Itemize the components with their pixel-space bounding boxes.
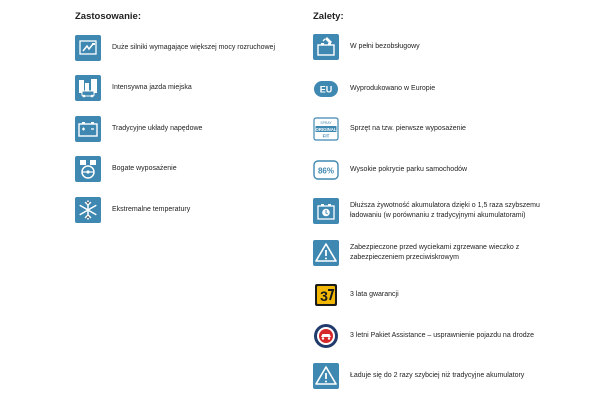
list-item xyxy=(313,323,553,349)
advantages-title: Zalety: xyxy=(313,11,344,22)
list-item-label: Tradycyjne układy napędowe xyxy=(112,125,203,132)
eu-badge-text: EU xyxy=(319,84,333,95)
list-item-label: 3 letni Pakiet Assistance – usprawnienie pojazdu na drodze xyxy=(350,332,535,339)
list-item-label: Ładuje się do 2 razy szybciej niż tradycyjne akumulatory xyxy=(350,372,525,379)
list-item xyxy=(75,156,295,182)
market-share-badge-icon xyxy=(313,157,339,183)
list-item xyxy=(313,34,538,60)
warning-triangle-icon xyxy=(313,240,339,266)
list-item xyxy=(313,157,538,183)
badge-line-1: SPRAY xyxy=(320,121,332,125)
list-item-label: 3 lata gwarancji xyxy=(350,291,399,298)
charging-speed-icon xyxy=(313,198,339,224)
list-item xyxy=(313,240,553,266)
car-equipment-icon xyxy=(75,156,101,182)
warranty-badge-icon xyxy=(313,282,339,308)
list-item-label: Zabezpieczone przed wyciekami zgrzewane wieczko z zabezpieczeniem przeciwiskrowym xyxy=(350,244,520,261)
badge-line-3: FIT xyxy=(322,133,330,139)
battery-icon xyxy=(75,116,101,142)
list-item xyxy=(75,75,295,101)
maintenance-free-icon xyxy=(313,34,339,60)
market-share-text: 86% xyxy=(317,166,335,176)
list-item-label: Ekstremalne temperatury xyxy=(112,206,191,213)
list-item-label: Intensywna jazda miejska xyxy=(112,84,192,91)
list-item-label: Wysokie pokrycie parku samochodów xyxy=(350,166,468,173)
warning-triangle-icon xyxy=(313,363,339,389)
list-item xyxy=(313,116,538,142)
list-item xyxy=(75,197,295,223)
badge-line-2: ORIGINAL xyxy=(315,126,337,132)
list-item-label: Duże silniki wymagające większej mocy rozruchowej xyxy=(112,44,275,51)
list-item-label: Bogate wyposażenie xyxy=(112,165,177,172)
assistance-badge-icon xyxy=(313,323,339,349)
list-item-label: W pełni bezobsługowy xyxy=(350,43,420,50)
list-item xyxy=(313,282,538,308)
applications-title: Zastosowanie: xyxy=(75,11,141,22)
warranty-badge-text: 3 xyxy=(320,288,328,304)
city-driving-icon xyxy=(75,75,101,101)
list-item-label: Wyprodukowano w Europie xyxy=(350,85,436,92)
list-item-label: Sprzęt na tzw. pierwsze wyposażenie xyxy=(350,125,466,132)
battery-power-icon xyxy=(75,35,101,61)
list-item xyxy=(313,363,553,389)
list-item xyxy=(313,76,538,102)
original-fit-badge-icon xyxy=(313,116,339,142)
eu-badge-icon xyxy=(313,76,339,102)
list-item xyxy=(75,116,295,142)
snowflake-icon xyxy=(75,197,101,223)
list-item-label: Dłuższa żywotność akumulatora dzięki o 1,5 raza szybszemu ładowaniu (w porównaniu z tradycyjnymi akumulatorami) xyxy=(350,202,540,219)
list-item xyxy=(75,35,295,61)
list-item xyxy=(313,197,553,225)
